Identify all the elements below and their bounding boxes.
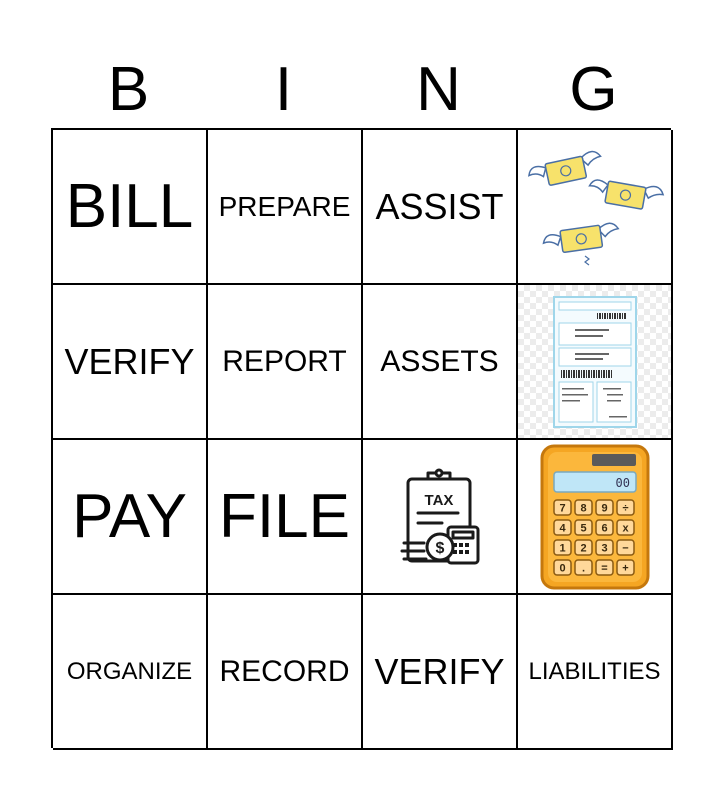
calculator-key-label: . bbox=[581, 562, 585, 574]
bingo-grid bbox=[51, 128, 671, 748]
calculator-key-label: 3 bbox=[600, 542, 608, 554]
calculator-key-label: − bbox=[621, 542, 629, 554]
flying-money-icon bbox=[525, 142, 665, 272]
calculator-display: 00 bbox=[615, 475, 630, 490]
header-letter-n: N bbox=[416, 55, 461, 124]
bingo-cell[interactable] bbox=[53, 440, 208, 595]
cell-word: ASSIST bbox=[375, 185, 504, 227]
cell-word: PREPARE bbox=[218, 190, 351, 222]
header-letter-i: I bbox=[274, 55, 293, 124]
bingo-cell[interactable] bbox=[208, 440, 363, 595]
tax-icon-label: TAX bbox=[424, 491, 453, 509]
tax-clipboard-icon bbox=[400, 467, 480, 567]
bingo-cell[interactable] bbox=[53, 285, 208, 440]
calculator-key-label: 9 bbox=[600, 502, 608, 514]
receipt-form-icon bbox=[553, 296, 637, 428]
cell-word: ORGANIZE bbox=[66, 657, 193, 685]
bingo-cell[interactable] bbox=[363, 130, 518, 285]
bingo-cell[interactable] bbox=[53, 130, 208, 285]
calculator-key-label: ÷ bbox=[621, 502, 629, 514]
bingo-cell[interactable] bbox=[363, 440, 518, 595]
bingo-header bbox=[51, 52, 671, 128]
cell-word: PAY bbox=[72, 482, 187, 551]
calculator-key-label: 0 bbox=[558, 562, 566, 574]
cell-word: FILE bbox=[219, 482, 350, 551]
calculator-key-label: + bbox=[621, 562, 629, 574]
calculator-key-label: 4 bbox=[558, 522, 566, 534]
bingo-cell[interactable] bbox=[208, 130, 363, 285]
calculator-key-label: 1 bbox=[558, 542, 566, 554]
calculator-key-label: 8 bbox=[579, 502, 587, 514]
bingo-cell[interactable] bbox=[53, 595, 208, 750]
bingo-cell[interactable] bbox=[363, 285, 518, 440]
bingo-cell[interactable] bbox=[518, 440, 673, 595]
cell-word: VERIFY bbox=[64, 340, 195, 382]
calculator-icon bbox=[540, 444, 650, 590]
calculator-key-label: 5 bbox=[579, 522, 587, 534]
cell-word: BILL bbox=[65, 172, 194, 241]
calculator-key-label: = bbox=[600, 562, 608, 574]
header-letter-g: G bbox=[569, 55, 618, 124]
calculator-key-label: 6 bbox=[600, 522, 608, 534]
bingo-cell[interactable] bbox=[208, 285, 363, 440]
header-letter-b: B bbox=[107, 55, 150, 124]
bingo-cell[interactable] bbox=[518, 595, 673, 750]
calculator-key-label: x bbox=[621, 522, 629, 534]
bingo-cell[interactable] bbox=[363, 595, 518, 750]
calculator-key-label: 7 bbox=[558, 502, 566, 514]
cell-word: LIABILITIES bbox=[528, 657, 661, 685]
cell-word: REPORT bbox=[222, 344, 347, 378]
calculator-key-label: 2 bbox=[579, 542, 587, 554]
bingo-cell[interactable] bbox=[208, 595, 363, 750]
bingo-cell[interactable] bbox=[518, 285, 673, 440]
cell-word: VERIFY bbox=[374, 650, 505, 692]
cell-word: RECORD bbox=[219, 654, 350, 688]
cell-word: ASSETS bbox=[380, 344, 499, 378]
bingo-cell[interactable] bbox=[518, 130, 673, 285]
tax-icon-coin: $ bbox=[435, 539, 444, 557]
